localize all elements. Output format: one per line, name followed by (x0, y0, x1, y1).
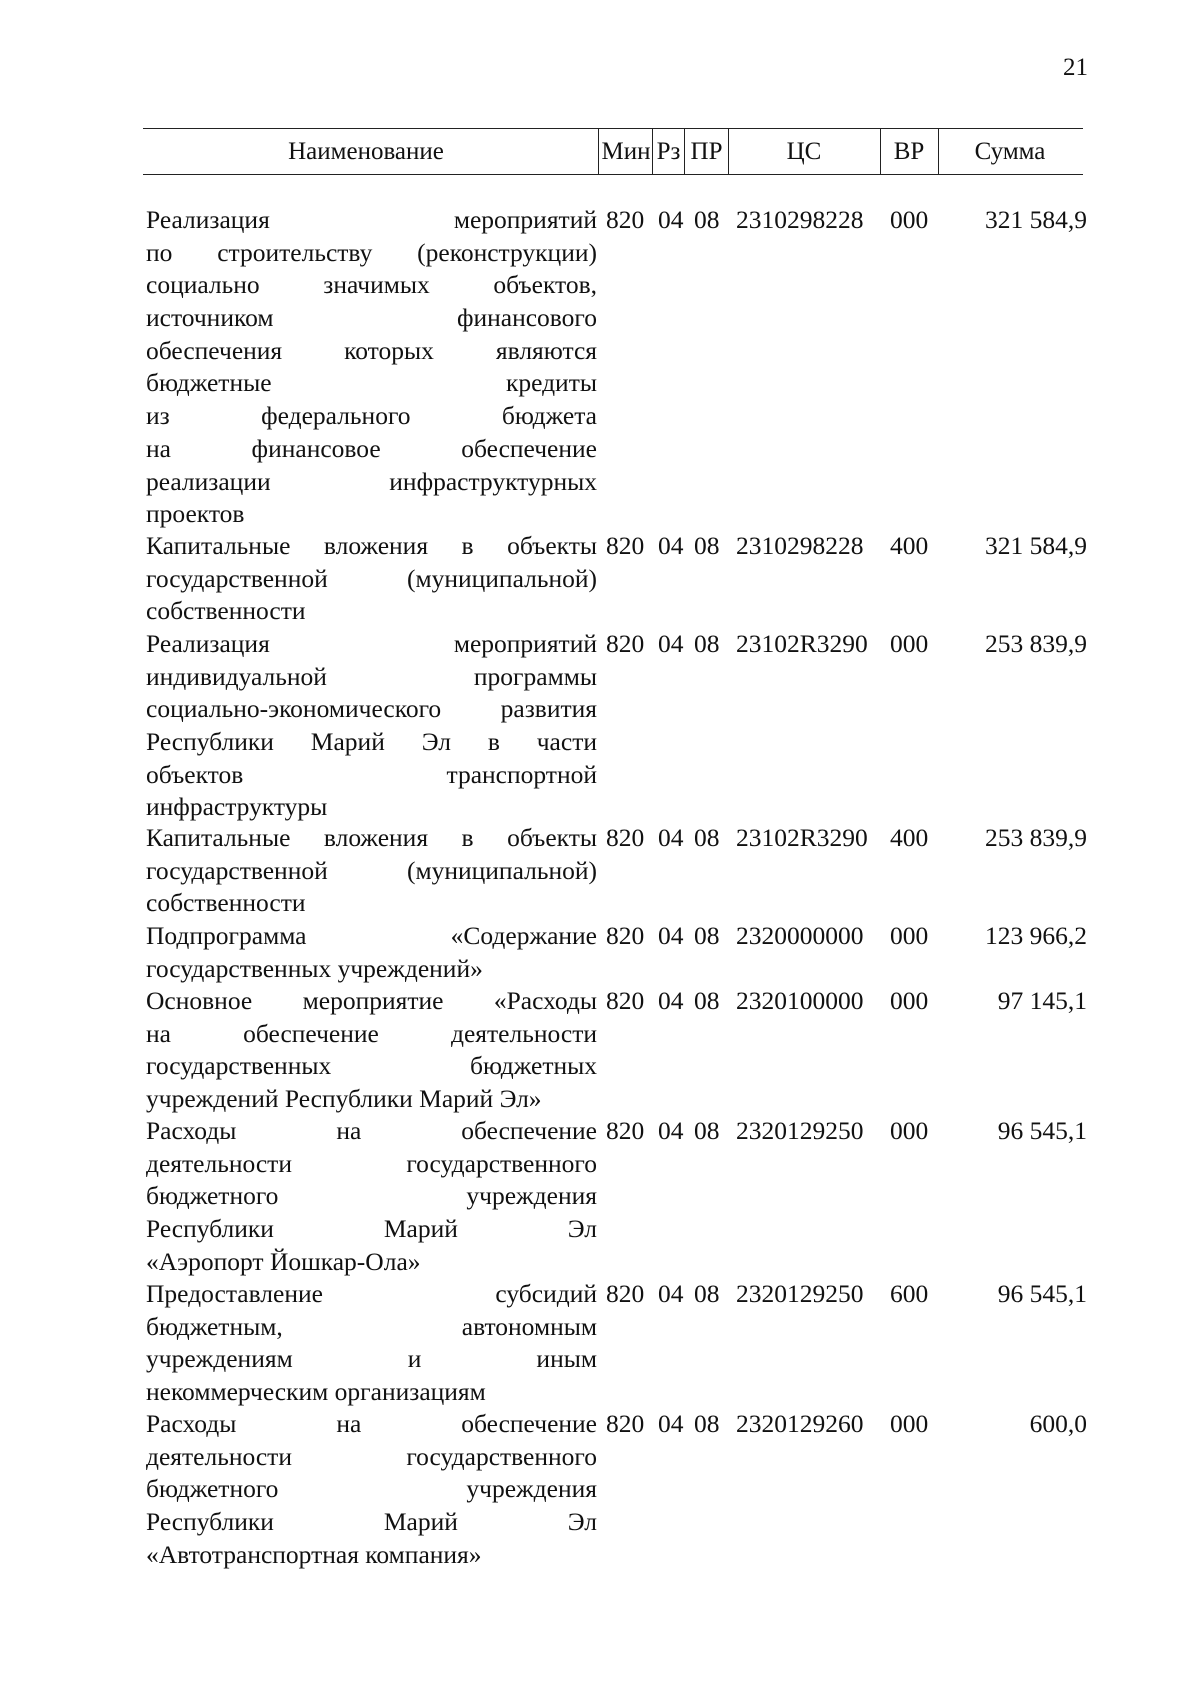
row-name (146, 985, 597, 1116)
row-name (146, 1278, 597, 1409)
header-cs: ЦС (786, 138, 822, 165)
page-number: 21 (1063, 54, 1088, 81)
row-name-line: бюджетного учреждения (146, 1474, 597, 1504)
row-name-line: государственных учреждений» (146, 953, 483, 983)
header-name: Наименование (288, 138, 444, 165)
row-name-line: деятельности государственного (146, 1148, 597, 1178)
row-name-line: собственности (146, 596, 306, 626)
row-name-line: государственной (муниципальной) (146, 855, 597, 885)
table-header (0, 129, 1200, 174)
row-name-line: на обеспечение деятельности (146, 1018, 597, 1048)
vr-cell: 400 (890, 531, 929, 560)
vr-cell: 000 (890, 986, 929, 1015)
cs-cell: 2320129250 (736, 1116, 864, 1145)
row-name (146, 920, 597, 985)
table-header-bottom-rule (143, 174, 1083, 175)
row-name-line: государственной (муниципальной) (146, 563, 597, 593)
vr-cell: 600 (890, 1279, 929, 1308)
row-name-line: Расходы на обеспечение (146, 1116, 597, 1145)
header-min: Мин (601, 138, 651, 165)
cs-cell: 2320129260 (736, 1409, 864, 1438)
rz-cell: 04 (658, 986, 684, 1015)
rz-cell: 04 (658, 1409, 684, 1438)
row-name (146, 1115, 597, 1278)
row-name-line: Предоставление субсидий (146, 1279, 597, 1308)
header-divider (598, 129, 599, 174)
row-name-line: Капитальные вложения в объекты (146, 823, 597, 852)
sum-cell: 97 145,1 (997, 986, 1087, 1015)
sum-cell: 253 839,9 (985, 823, 1087, 852)
header-pr: ПР (690, 138, 723, 165)
row-name-line: индивидуальной программы (146, 661, 597, 691)
row-name-line: некоммерческим организациям (146, 1377, 486, 1407)
sum-cell: 253 839,9 (985, 629, 1087, 658)
header-divider (938, 129, 939, 174)
vr-cell: 000 (890, 921, 929, 950)
row-name-line: Реализация мероприятий (146, 205, 597, 234)
row-name-line: бюджетного учреждения (146, 1181, 597, 1211)
row-name-line: социально-экономического развития (146, 694, 597, 724)
row-name-line: Основное мероприятие «Расходы (146, 986, 597, 1015)
pr-cell: 08 (694, 1409, 720, 1438)
rz-cell: 04 (658, 921, 684, 950)
row-name-line: государственных бюджетных (146, 1051, 597, 1081)
sum-cell: 600,0 (1029, 1409, 1087, 1438)
row-name (146, 1408, 597, 1571)
row-name-line: Республики Марий Эл (146, 1214, 597, 1244)
min-cell: 820 (606, 986, 645, 1015)
rz-cell: 04 (658, 823, 684, 852)
min-cell: 820 (606, 823, 645, 852)
min-cell: 820 (606, 205, 645, 234)
row-name-line: бюджетным, автономным (146, 1311, 597, 1341)
cs-cell: 2310298228 (736, 205, 864, 234)
row-name (146, 204, 597, 531)
rz-cell: 04 (658, 205, 684, 234)
header-sum: Сумма (974, 138, 1046, 165)
cs-cell: 23102R3290 (736, 823, 868, 852)
row-name-line: Республики Марий Эл в части (146, 727, 597, 757)
cs-cell: 23102R3290 (736, 629, 868, 658)
row-name-line: учреждений Республики Марий Эл» (146, 1084, 542, 1114)
cs-cell: 2320129250 (736, 1279, 864, 1308)
row-name-line: Республики Марий Эл (146, 1507, 597, 1537)
pr-cell: 08 (694, 1279, 720, 1308)
min-cell: 820 (606, 921, 645, 950)
row-name-line: Капитальные вложения в объекты (146, 531, 597, 560)
pr-cell: 08 (694, 205, 720, 234)
row-name-line: из федерального бюджета (146, 401, 597, 431)
min-cell: 820 (606, 1116, 645, 1145)
vr-cell: 000 (890, 1409, 929, 1438)
row-name-line: деятельности государственного (146, 1441, 597, 1471)
header-vr: ВР (893, 138, 925, 165)
row-name-line: источником финансового (146, 303, 597, 333)
pr-cell: 08 (694, 986, 720, 1015)
vr-cell: 000 (890, 629, 929, 658)
row-name (146, 628, 597, 824)
vr-cell: 000 (890, 205, 929, 234)
pr-cell: 08 (694, 823, 720, 852)
rz-cell: 04 (658, 629, 684, 658)
row-name-line: объектов транспортной (146, 759, 597, 789)
pr-cell: 08 (694, 629, 720, 658)
row-name-line: Подпрограмма «Содержание (146, 921, 597, 950)
row-name (146, 822, 597, 920)
cs-cell: 2320100000 (736, 986, 864, 1015)
rz-cell: 04 (658, 1279, 684, 1308)
row-name-line: инфраструктуры (146, 792, 328, 822)
row-name-line: реализации инфраструктурных (146, 466, 597, 496)
cs-cell: 2320000000 (736, 921, 864, 950)
pr-cell: 08 (694, 1116, 720, 1145)
min-cell: 820 (606, 1279, 645, 1308)
min-cell: 820 (606, 1409, 645, 1438)
row-name-line: «Аэропорт Йошкар-Ола» (146, 1246, 421, 1276)
vr-cell: 000 (890, 1116, 929, 1145)
vr-cell: 400 (890, 823, 929, 852)
sum-cell: 96 545,1 (997, 1279, 1087, 1308)
pr-cell: 08 (694, 531, 720, 560)
row-name-line: Реализация мероприятий (146, 629, 597, 658)
cs-cell: 2310298228 (736, 531, 864, 560)
min-cell: 820 (606, 629, 645, 658)
row-name-line: «Автотранспортная компания» (146, 1539, 482, 1569)
sum-cell: 96 545,1 (997, 1116, 1087, 1145)
row-name-line: обеспечения которых являются (146, 335, 597, 365)
row-name-line: собственности (146, 888, 306, 918)
row-name-line: проектов (146, 499, 245, 529)
row-name-line: бюджетные кредиты (146, 368, 597, 398)
rz-cell: 04 (658, 1116, 684, 1145)
pr-cell: 08 (694, 921, 720, 950)
row-name-line: социально значимых объектов, (146, 270, 597, 300)
row-name-line: учреждениям и иным (146, 1344, 597, 1374)
row-name-line: на финансовое обеспечение (146, 433, 597, 463)
row-name-line: по строительству (реконструкции) (146, 237, 597, 267)
sum-cell: 321 584,9 (985, 205, 1087, 234)
min-cell: 820 (606, 531, 645, 560)
rz-cell: 04 (658, 531, 684, 560)
row-name (146, 530, 597, 628)
row-name-line: Расходы на обеспечение (146, 1409, 597, 1438)
sum-cell: 321 584,9 (985, 531, 1087, 560)
header-rz: Рз (656, 138, 681, 165)
sum-cell: 123 966,2 (985, 921, 1087, 950)
